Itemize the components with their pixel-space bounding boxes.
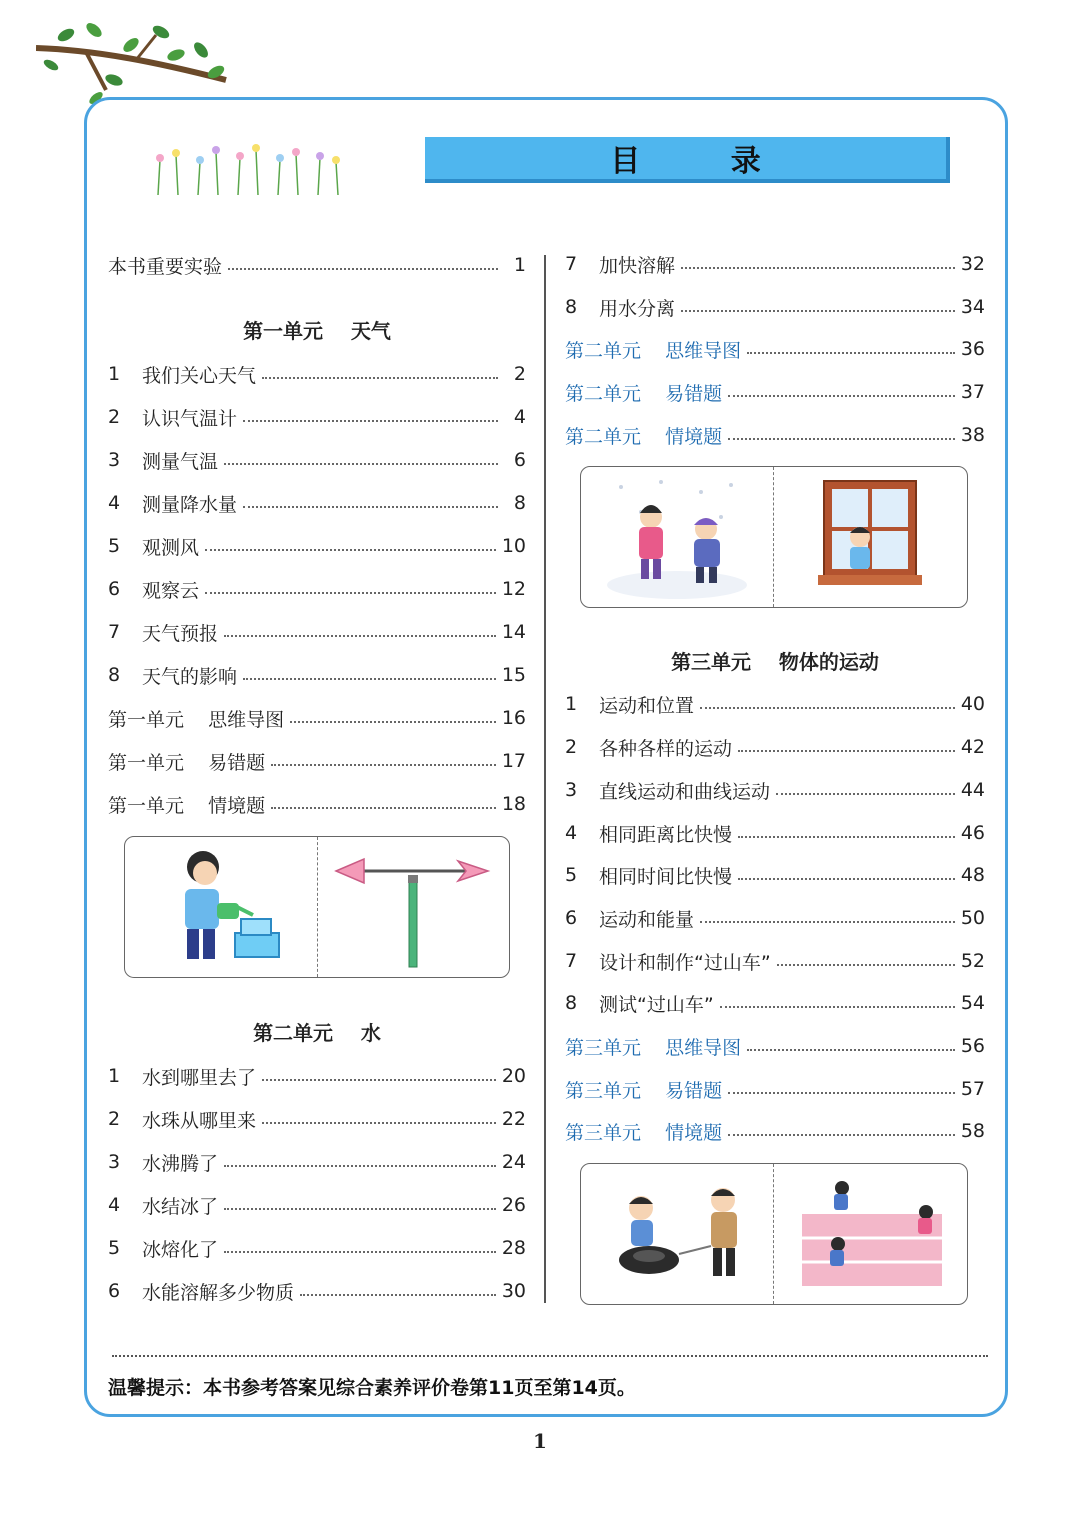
toc-entry[interactable]: 4 相同距离比快慢 46: [565, 822, 985, 846]
toc-entry[interactable]: 8 用水分离 34: [565, 296, 985, 320]
flowers-decoration: [148, 140, 348, 200]
toc-entry[interactable]: 3 直线运动和曲线运动 44: [565, 779, 985, 803]
toc-entry[interactable]: 3 水沸腾了 24: [108, 1151, 526, 1175]
toc-entry[interactable]: 本书重要实验 1: [108, 254, 526, 278]
toc-entry[interactable]: 1 我们关心天气 2: [108, 363, 526, 387]
toc-entry[interactable]: 3 测量气温 6: [108, 449, 526, 473]
toc-entry[interactable]: 2 各种各样的运动 42: [565, 736, 985, 760]
toc-entry[interactable]: 第一单元 思维导图 16: [108, 707, 526, 731]
toc-entry[interactable]: 第一单元 情境题 18: [108, 793, 526, 817]
toc-entry[interactable]: 4 水结冰了 26: [108, 1194, 526, 1218]
footer-divider: [112, 1355, 988, 1357]
toc-entry[interactable]: 1 水到哪里去了 20: [108, 1065, 526, 1089]
toc-entry[interactable]: 6 观察云 12: [108, 578, 526, 602]
toc-entry[interactable]: 第二单元 易错题 37: [565, 381, 985, 405]
unit2-illustration: [580, 466, 968, 608]
running-track-illustration: [774, 1164, 966, 1304]
toc-entry[interactable]: 第二单元 情境题 38: [565, 424, 985, 448]
unit3-heading: 第三单元 物体的运动: [671, 650, 879, 674]
kids-with-tire-illustration: [581, 1164, 773, 1304]
window-scene-illustration: [774, 467, 966, 607]
kids-in-snow-illustration: [581, 467, 773, 607]
toc-entry[interactable]: 7 天气预报 14: [108, 621, 526, 645]
unit1-illustration: [124, 836, 510, 978]
toc-entry[interactable]: 1 运动和位置 40: [565, 693, 985, 717]
toc-title: 目 录: [425, 137, 950, 183]
toc-entry[interactable]: 第一单元 易错题 17: [108, 750, 526, 774]
toc-entry[interactable]: 第三单元 情境题 58: [565, 1120, 985, 1144]
toc-entry[interactable]: 5 冰熔化了 28: [108, 1237, 526, 1261]
toc-entry[interactable]: 8 天气的影响 15: [108, 664, 526, 688]
toc-entry[interactable]: 6 运动和能量 50: [565, 907, 985, 931]
dot-leader: [228, 268, 498, 270]
toc-entry[interactable]: 第二单元 思维导图 36: [565, 338, 985, 362]
toc-entry[interactable]: 7 加快溶解 32: [565, 253, 985, 277]
toc-entry[interactable]: 4 测量降水量 8: [108, 492, 526, 516]
page-number: 1: [533, 1429, 547, 1453]
toc-entry[interactable]: 8 测试“过山车” 54: [565, 992, 985, 1016]
toc-entry[interactable]: 第三单元 易错题 57: [565, 1078, 985, 1102]
toc-entry[interactable]: 5 相同时间比快慢 48: [565, 864, 985, 888]
toc-entry[interactable]: 5 观测风 10: [108, 535, 526, 559]
tip-text: 温馨提示：本书参考答案见综合素养评价卷第11页至第14页。: [108, 1377, 636, 1399]
column-divider: [544, 255, 546, 1303]
weather-vane-illustration: [318, 837, 508, 977]
boy-pouring-water-illustration: [125, 837, 317, 977]
unit1-heading: 第一单元 天气: [243, 319, 391, 343]
toc-entry[interactable]: 2 认识气温计 4: [108, 406, 526, 430]
toc-entry[interactable]: 6 水能溶解多少物质 30: [108, 1280, 526, 1304]
unit2-heading: 第二单元 水: [253, 1021, 381, 1045]
toc-entry[interactable]: 2 水珠从哪里来 22: [108, 1108, 526, 1132]
toc-entry[interactable]: 第三单元 思维导图 56: [565, 1035, 985, 1059]
toc-entry[interactable]: 7 设计和制作“过山车” 52: [565, 950, 985, 974]
tree-branch-decoration: [36, 10, 236, 110]
unit3-illustration: [580, 1163, 968, 1305]
